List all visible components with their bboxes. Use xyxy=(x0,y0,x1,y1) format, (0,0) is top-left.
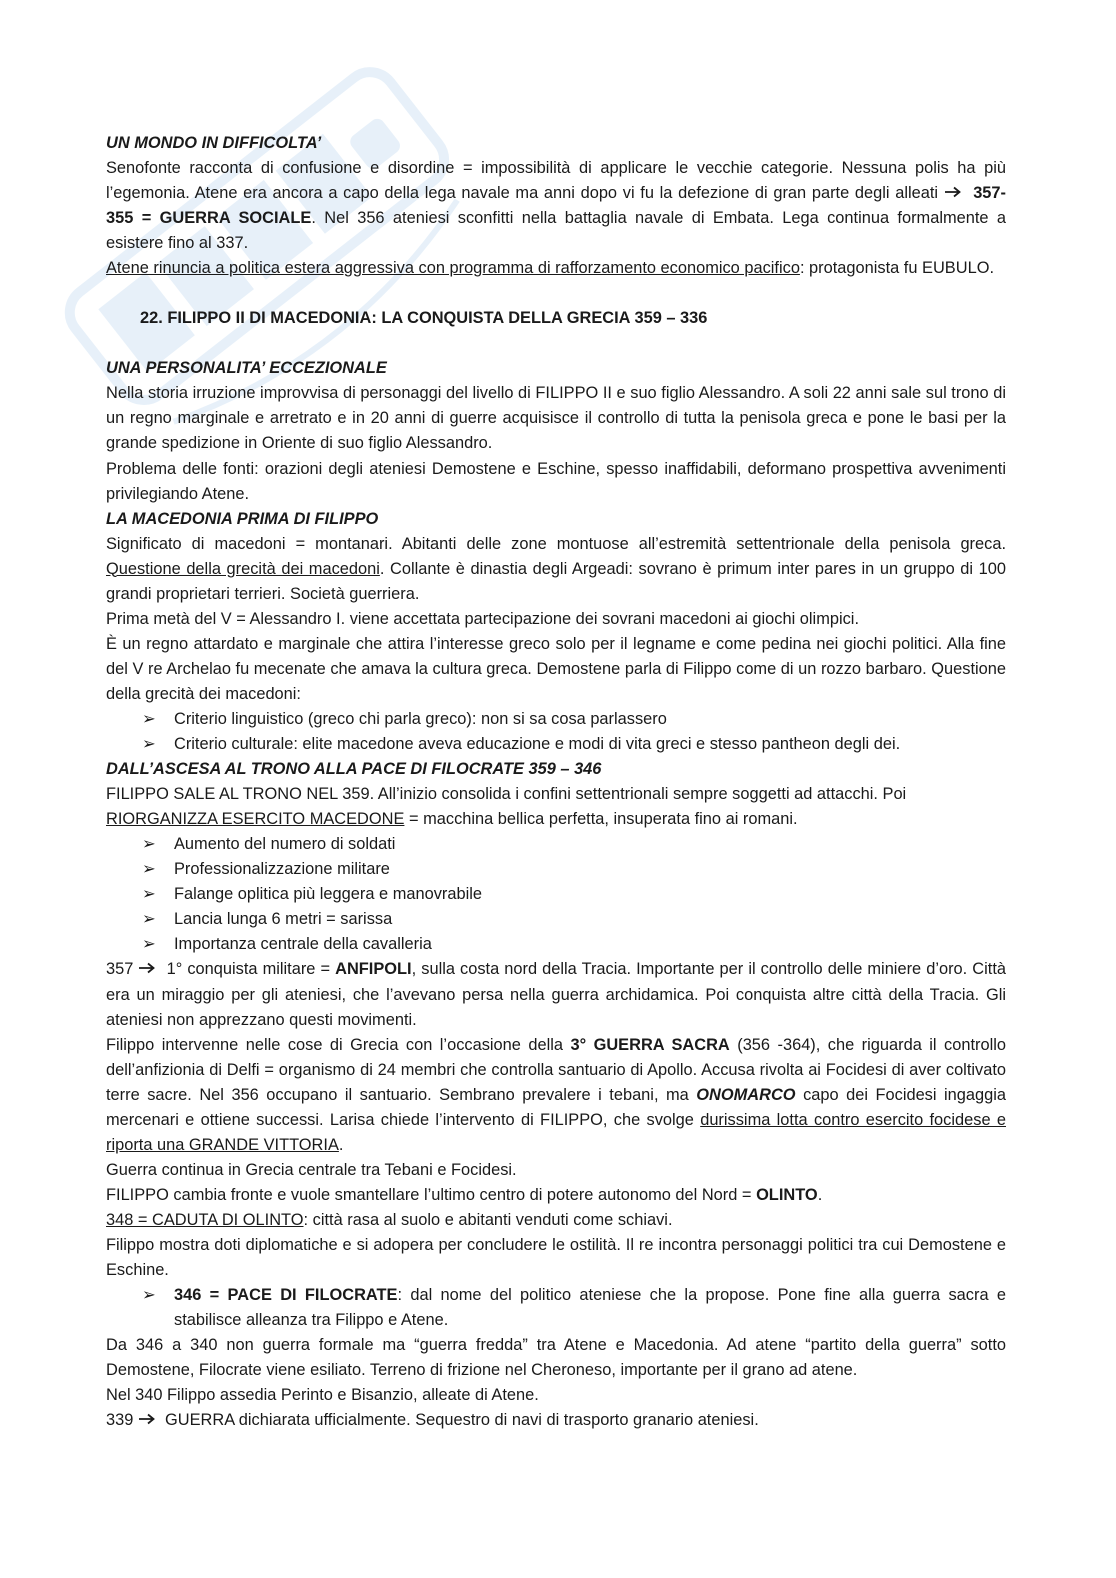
paragraph-alessandro: Prima metà del V = Alessandro I. viene accettata partecipazione dei sovrani macedoni ai giochi olimpici. xyxy=(106,609,860,628)
paragraph-diplomazia: Filippo mostra doti diplomatiche e si adopera per concludere le ostilità. Il re incontra personaggi politici tra cui Demostene e Eschine. xyxy=(106,1235,1006,1280)
list-criteri xyxy=(106,707,1006,757)
list-pace xyxy=(106,1283,1006,1333)
arrowhead-bullet-icon: ➢ xyxy=(142,885,156,904)
arrowhead-bullet-icon: ➢ xyxy=(142,910,156,929)
list-item: ➢ Professionalizzazione militare xyxy=(106,857,1006,882)
paragraph-guerra-sacra: Filippo intervenne nelle cose di Grecia con l’occasione della 3° GUERRA SACRA (356 -364), che riguarda il controllo dell’anfizionia di Delfi = organismo di 24 membri che controlla santuario di Apollo. Accusa rivolta ai Focidesi di aver coltivato terre sacre. Nel 356 occupano il santuario. Sembrano prevalere i tebani, ma ONOMARCO capo dei Focidesi ingaggia mercenari e ottiene successi. Larisa chiede l’intervento di FILIPPO, che svolge durissima lotta contro esercito focidese e riporta una GRANDE VITTORIA. xyxy=(106,1035,1007,1154)
heading-macedonia: LA MACEDONIA PRIMA DI FILIPPO xyxy=(106,509,379,528)
paragraph-339: 339 GUERRA dichiarata ufficialmente. Sequestro di navi di trasporto granario ateniesi. xyxy=(106,1411,759,1430)
arrowhead-bullet-icon: ➢ xyxy=(142,835,156,854)
list-item: ➢ Falange oplitica più leggera e manovrabile xyxy=(106,882,1006,907)
list-item: ➢ Aumento del numero di soldati xyxy=(106,832,1006,857)
document-page xyxy=(106,131,1006,1433)
arrow-right-icon xyxy=(138,1411,156,1429)
paragraph-atene-rinuncia: Atene rinuncia a politica estera aggressiva con programma di rafforzamento economico pacifico: protagonista fu EUBULO. xyxy=(106,259,994,278)
heading-ascesa: DALL’ASCESA AL TRONO ALLA PACE DI FILOCRATE 359 – 346 xyxy=(106,760,602,779)
paragraph-grecia-centrale: Guerra continua in Grecia centrale tra Tebani e Focidesi. xyxy=(106,1160,517,1179)
paragraph-irruzione: Nella storia irruzione improvvisa di personaggi del livello di FILIPPO II e suo figlio Alessandro. A soli 22 anni sale sul trono di un regno marginale e arretrato e in 20 anni di guerre acquisisce il controllo di tutta la penisola greca e pone le basi per la grande spedizione in Oriente di suo figlio Alessandro. xyxy=(106,384,1006,453)
list-item: ➢ Criterio linguistico (greco chi parla greco): non si sa cosa parlassero xyxy=(106,707,1006,732)
paragraph-fonti: Problema delle fonti: orazioni degli ateniesi Demostene e Eschine, spesso inaffidabili, deformano prospettiva avvenimenti privilegiando Atene. xyxy=(106,459,1006,503)
arrowhead-bullet-icon: ➢ xyxy=(142,735,156,754)
list-item: ➢ Importanza centrale della cavalleria xyxy=(106,932,1006,957)
heading-personalita: UNA PERSONALITA’ ECCEZIONALE xyxy=(106,359,387,378)
list-item: ➢ Criterio culturale: elite macedone aveva educazione e modi di vita greci e stesso pantheon degli dei. xyxy=(106,732,1006,757)
list-item: ➢ 346 = PACE DI FILOCRATE: dal nome del politico ateniese che la propose. Pone fine alla guerra sacra e stabilisce alleanza tra Filippo e Atene. xyxy=(106,1283,1006,1333)
paragraph-senofonte: Senofonte racconta di confusione e disordine = impossibilità di applicare le vecchie categorie. Nessuna polis ha più l’egemonia. Atene era ancora a capo della lega navale ma anni dopo vi fu la defezione di gran parte degli alleati 357-355 = GUERRA SOCIALE. Nel 356 ateniesi sconfitti nella battaglia navale di Embata. Lega continua formalmente a esistere fino al 337. xyxy=(106,159,1007,253)
arrowhead-bullet-icon: ➢ xyxy=(142,1286,156,1305)
list-item: ➢ Lancia lunga 6 metri = sarissa xyxy=(106,907,1006,932)
paragraph-esercito: RIORGANIZZA ESERCITO MACEDONE = macchina bellica perfetta, insuperata fino ai romani. xyxy=(106,810,798,829)
paragraph-regno-attardato: È un regno attardato e marginale che attira l’interesse greco solo per il legname e come pedina nei giochi politici. Alla fine del V re Archelao fu mecenate che amava la cultura greca. Demostene parla di Filippo come di un rozzo barbaro. Questione della grecità dei macedoni: xyxy=(106,634,1006,703)
paragraph-olinto: FILIPPO cambia fronte e vuole smantellare l’ultimo centro di potere autonomo del Nord = OLINTO. xyxy=(106,1185,823,1204)
arrowhead-bullet-icon: ➢ xyxy=(142,935,156,954)
paragraph-montanari: Significato di macedoni = montanari. Abitanti delle zone montuose all’estremità settentrionale della penisola greca. Questione della grecità dei macedoni. Collante è dinastia degli Argeadi: sovrano è primum inter pares in un gruppo di 100 grandi proprietari terrieri. Società guerriera. xyxy=(106,534,1007,603)
list-esercito xyxy=(106,832,1006,957)
arrow-right-icon xyxy=(944,184,962,202)
paragraph-guerra-fredda: Da 346 a 340 non guerra formale ma “guerra fredda” tra Atene e Macedonia. Ad atene “partito della guerra” sotto Demostene, Filocrate viene esiliato. Terreno di frizione nel Cheroneso, importante per il grano ad atene. xyxy=(106,1336,1006,1380)
arrowhead-bullet-icon: ➢ xyxy=(142,860,156,879)
paragraph-trono: FILIPPO SALE AL TRONO NEL 359. All’inizio consolida i confini settentrionali sempre soggetti ad attacchi. Poi xyxy=(106,785,907,804)
arrowhead-bullet-icon: ➢ xyxy=(142,709,156,728)
section-title-filippo: 22. FILIPPO II DI MACEDONIA: LA CONQUISTA DELLA GRECIA 359 – 336 xyxy=(140,309,708,328)
paragraph-caduta-olinto: 348 = CADUTA DI OLINTO: città rasa al suolo e abitanti venduti come schiavi. xyxy=(106,1210,673,1229)
paragraph-perinto: Nel 340 Filippo assedia Perinto e Bisanzio, alleate di Atene. xyxy=(106,1386,539,1405)
arrow-right-icon xyxy=(138,960,156,978)
heading-mondo-difficolta: UN MONDO IN DIFFICOLTA’ xyxy=(106,134,322,152)
paragraph-anfipoli: 357 1° conquista militare = ANFIPOLI, sulla costa nord della Tracia. Importante per il controllo delle miniere d’oro. Città era un miraggio per gli ateniesi, che l’avevano persa nella guerra archidamica. Poi conquista altre città della Tracia. Gli ateniesi non apprezzano questi movimenti. xyxy=(106,960,1006,1029)
